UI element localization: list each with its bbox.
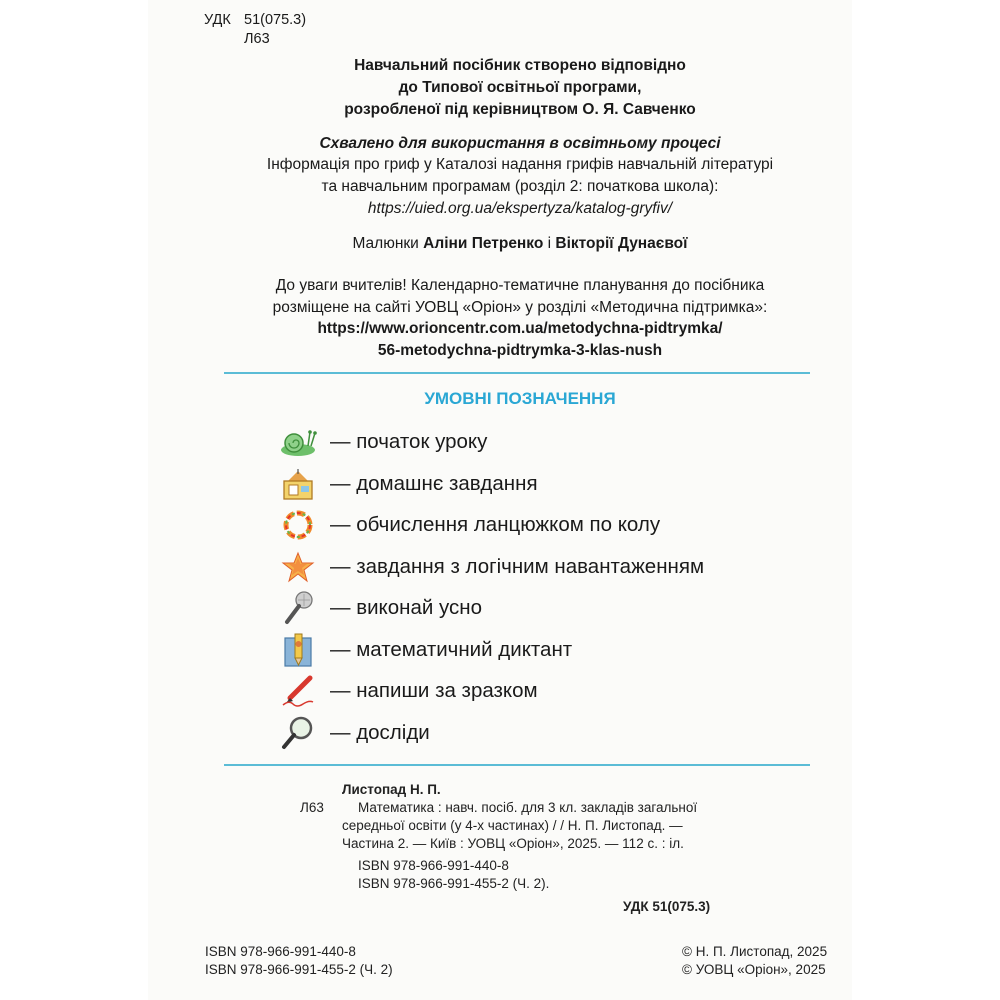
pen-writing-icon xyxy=(278,673,318,709)
legend-text: — напиши за зразком xyxy=(330,679,538,702)
homework-icon xyxy=(278,466,318,502)
teachers-note-url-2[interactable]: 56-metodychna-pidtrymka-3-klas-nush xyxy=(377,342,663,359)
legend-text: — завдання з логічним навантаженням xyxy=(330,555,705,578)
legend-item-copy-sample xyxy=(278,673,538,709)
catalog-author: Листопад Н. П. xyxy=(342,782,441,797)
approval-line-2: до Типової освітньої програми, xyxy=(398,79,642,96)
legend-item-logic-task xyxy=(278,549,704,585)
teachers-note-line-1: До уваги вчителів! Календарно-тематичне планування до посібника xyxy=(275,277,765,294)
catalog-code: Л63 xyxy=(300,800,324,815)
legend-item-dictation xyxy=(278,632,572,668)
bbk-code: Л63 xyxy=(244,31,270,47)
catalog-udc: УДК 51(075.3) xyxy=(623,899,711,914)
star-icon xyxy=(278,549,318,585)
approval-line-3: розробленої під керівництвом О. Я. Савченко xyxy=(344,101,696,118)
legend-item-chain-calc xyxy=(278,507,660,543)
legend-item-homework xyxy=(278,466,538,502)
legend-text: — математичний диктант xyxy=(330,638,573,661)
illustrations-credit xyxy=(230,235,810,253)
catalog-desc-2: середньої освіти (у 4-х частинах) / / Н. П. Листопад. — xyxy=(342,818,683,833)
footer-isbn-1: ISBN 978-966-991-440-8 xyxy=(205,944,356,959)
pencil-dictation-icon xyxy=(278,632,318,668)
teachers-note-url-1[interactable]: https://www.orioncentr.com.ua/metodychna-pidtrymka/ xyxy=(317,320,723,337)
artist-2: Вікторії Дунаєвої xyxy=(555,235,688,252)
footer-copyright-1: © Н. П. Листопад, 2025 xyxy=(682,944,828,959)
magnifier-icon xyxy=(278,715,318,751)
legend-text: — досліди xyxy=(330,721,430,744)
legend-text: — початок уроку xyxy=(330,430,488,453)
approval-line-1: Навчальний посібник створено відповідно xyxy=(354,57,686,74)
legend-item-research xyxy=(278,715,430,751)
legend-item-lesson-start xyxy=(278,424,487,460)
catalog-desc-1: Математика : навч. посіб. для 3 кл. закладів загальної xyxy=(358,800,698,815)
legend-text: — обчислення ланцюжком по колу xyxy=(330,513,661,536)
grif-info-url[interactable]: https://uied.org.ua/ekspertyza/katalog-gryfiv/ xyxy=(367,200,673,217)
snail-icon xyxy=(278,424,318,460)
artist-1: Аліни Петренко xyxy=(423,235,544,252)
legend-title: УМОВНІ ПОЗНАЧЕННЯ xyxy=(424,389,616,408)
legend-item-oral xyxy=(278,590,482,626)
circle-chain-icon xyxy=(278,507,318,543)
microphone-icon xyxy=(278,590,318,626)
illustrations-conj: і xyxy=(547,235,552,252)
udc-label: УДК xyxy=(204,12,231,28)
legend-text: — виконай усно xyxy=(330,596,482,619)
udc-code: 51(075.3) xyxy=(244,12,307,28)
legend-text: — домашнє завдання xyxy=(330,472,538,495)
catalog-isbn-1: ISBN 978-966-991-440-8 xyxy=(358,858,509,873)
grif-info-line-1: Інформація про гриф у Каталозі надання грифів навчальній літературі xyxy=(266,156,774,173)
catalog-desc-3: Частина 2. — Київ : УОВЦ «Оріон», 2025. — 112 с. : іл. xyxy=(342,836,684,851)
grif-info-line-2: та навчальним програмам (розділ 2: початкова школа): xyxy=(321,178,719,195)
illustrations-prefix: Малюнки xyxy=(352,235,419,252)
divider-top xyxy=(224,372,810,374)
teachers-note-line-2: розміщене на сайті УОВЦ «Оріон» у розділі «Методична підтримка»: xyxy=(272,299,768,316)
divider-bottom xyxy=(224,764,810,766)
footer-isbn-2: ISBN 978-966-991-455-2 (Ч. 2) xyxy=(205,962,393,977)
catalog-isbn-2: ISBN 978-966-991-455-2 (Ч. 2). xyxy=(358,876,550,891)
approved-statement: Схвалено для використання в освітньому процесі xyxy=(319,135,721,152)
footer-copyright-2: © УОВЦ «Оріон», 2025 xyxy=(682,962,826,977)
